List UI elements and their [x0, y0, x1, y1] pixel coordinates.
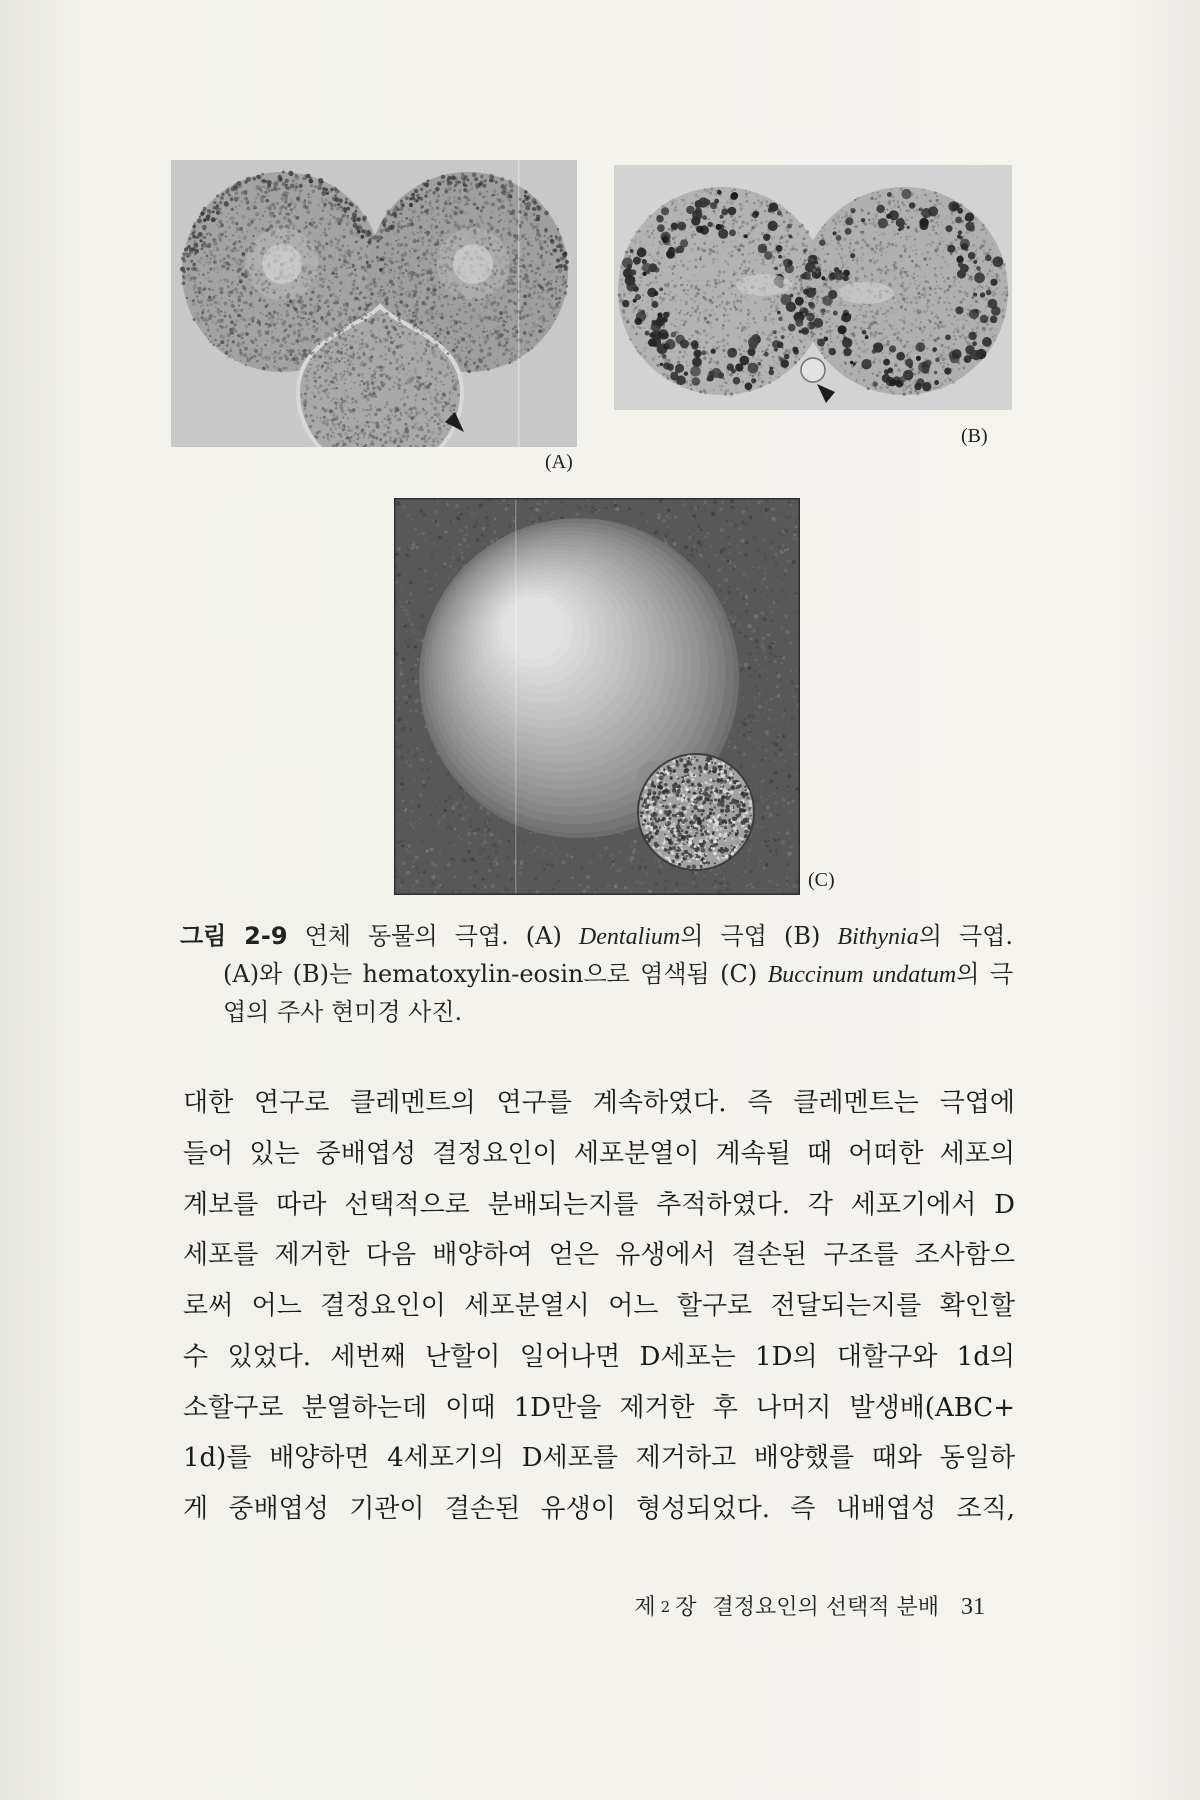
caption-species-name: Bithynia	[837, 924, 919, 950]
caption-species-name: Buccinum undatum	[767, 962, 957, 988]
caption-line-1	[180, 918, 1013, 956]
caption-line-3: 엽의 주사 현미경 사진.	[223, 998, 463, 1026]
body-line: 세포를 제거한 다음 배양하여 얻은 유생에서 결손된 구조를 조사함으	[183, 1240, 1015, 1271]
body-line: 들어 있는 중배엽성 결정요인이 세포분열이 계속될 때 어떠한 세포의	[183, 1138, 1015, 1169]
polar-lobe	[638, 754, 754, 870]
caption-text: 연체 동물의 극엽. (A)	[287, 922, 579, 950]
figure-c-label: (C)	[808, 869, 835, 891]
scan-crease	[518, 160, 520, 447]
figure-b-label: (B)	[961, 425, 988, 447]
spindle-region	[736, 274, 792, 296]
chapter-number: 2	[660, 1598, 671, 1616]
caption-text: (A)와 (B)는 hematoxylin-eosin으로 염색됨 (C)	[223, 960, 768, 988]
caption-figure-number: 그림 2-9	[180, 922, 288, 950]
chapter-prefix: 제	[634, 1595, 656, 1620]
body-line: 계보를 따라 선택적으로 분배되는지를 추적하였다. 각 세포기에서 D	[183, 1189, 1015, 1220]
caption-species-name: Dentalium	[578, 924, 681, 950]
figure-caption	[180, 918, 1013, 1031]
body-line: 1d)를 배양하면 4세포기의 D세포를 제거하고 배양했를 때와 동일하	[183, 1443, 1015, 1474]
chapter-suffix: 장	[675, 1595, 697, 1620]
running-footer	[634, 1592, 985, 1623]
caption-line-2	[223, 956, 1013, 994]
body-line: 대한 연구로 클레멘트의 연구를 계속하였다. 즉 클레멘트는 극엽에	[183, 1088, 1015, 1118]
page-number: 31	[961, 1594, 985, 1620]
nucleus	[453, 244, 493, 284]
body-line: 소할구로 분열하는데 이때 1D만을 제거한 후 나머지 발생배(ABC+	[183, 1392, 1015, 1423]
chapter-title: 결정요인의 선택적 분배	[712, 1595, 939, 1620]
figure-b-image	[614, 165, 1012, 410]
polar-lobe	[801, 358, 825, 382]
body-paragraph	[183, 1078, 1015, 1535]
figure-a-image	[171, 160, 577, 447]
body-line: 게 중배엽성 기관이 결손된 유생이 형성되었다. 즉 내배엽성 조직,	[183, 1494, 1015, 1524]
caption-text: 의 극엽.	[918, 922, 1013, 950]
sphere-shading	[502, 597, 565, 660]
nucleus	[262, 244, 302, 284]
body-line: 로써 어느 결정요인이 세포분열시 어느 할구로 전달되는지를 확인할	[183, 1291, 1015, 1321]
body-line: 수 있었다. 세번째 난할이 일어나면 D세포는 1D의 대할구와 1d의	[183, 1341, 1015, 1372]
spindle-region	[838, 282, 894, 304]
scan-crease	[515, 498, 517, 895]
caption-text: 의 극	[956, 960, 1013, 988]
figure-c-image	[394, 498, 800, 895]
figure-a-label: (A)	[545, 451, 573, 473]
caption-text: 의 극엽 (B)	[680, 922, 838, 950]
